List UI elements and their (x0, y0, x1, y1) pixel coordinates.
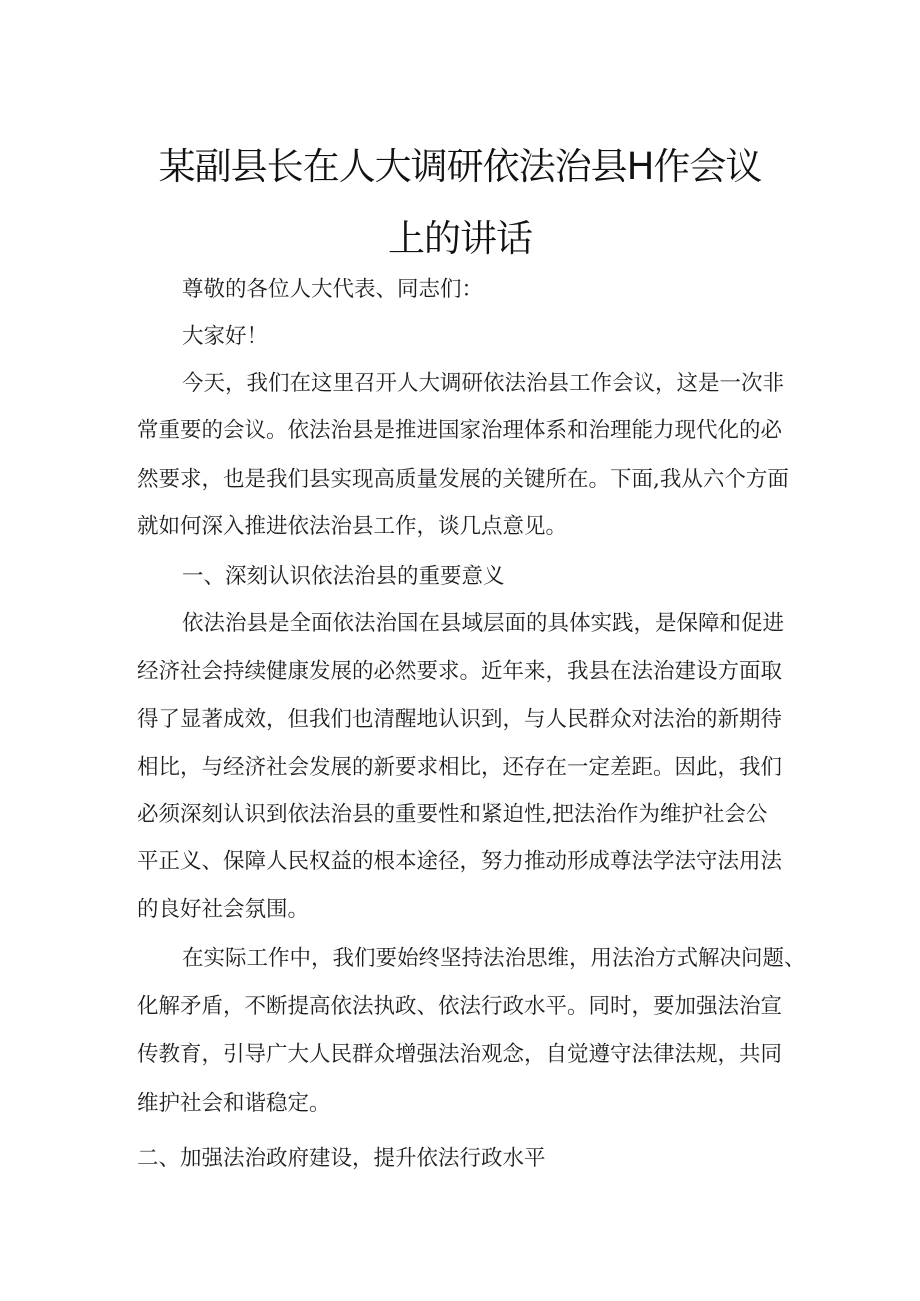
paragraph-2-line-4: 相比，与经济社会发展的新要求相比，还存在一定差距。因此，我们 (137, 755, 783, 780)
paragraph-2-line-3: 得了显著成效，但我们也清醒地认识到，与人民群众对法治的新期待 (137, 707, 783, 732)
paragraph-3-line-3: 传教育，引导广大人民群众增强法治观念，自觉遵守法律法规，共同 (137, 1042, 783, 1067)
paragraph-2-line-2: 经济社会持续健康发展的必然要求。近年来，我县在法治建设方面取 (137, 659, 783, 684)
paragraph-1-line-4: 就如何深入推进依法治县工作，谈几点意见。 (137, 514, 568, 539)
document-title-line-2: 上的讲话 (388, 217, 532, 260)
greeting: 大家好！ (182, 324, 269, 349)
paragraph-3-line-2: 化解矛盾，不断提高依法执政、依法行政水平。同时，要加强法治宣 (137, 994, 783, 1019)
salutation: 尊敬的各位人大代表、同志们： (182, 277, 484, 302)
paragraph-2-line-1: 依法治县是全面依法治国在县域层面的具体实践，是保障和促进 (182, 611, 785, 636)
document-title-line-1: 某副县长在人大调研依法治县H作会议 (158, 145, 762, 188)
paragraph-3-line-4: 维护社会和谐稳定。 (137, 1091, 331, 1116)
section-heading-1: 一、深刻认识依法治县的重要意义 (182, 564, 505, 589)
paragraph-1-line-3: 然要求，也是我们县实现高质量发展的关键所在。下面,我从六个方面 (137, 467, 789, 492)
paragraph-2-line-5: 必须深刻认识到依法治县的重要性和紧迫性,把法治作为维护社会公 (137, 802, 768, 827)
section-heading-2: 二、加强法治政府建设，提升依法行政水平 (137, 1146, 546, 1171)
paragraph-2-line-7: 的良好社会氛围。 (137, 897, 310, 922)
paragraph-2-line-6: 平正义、保障人民权益的根本途径，努力推动形成尊法学法守法用法 (137, 849, 783, 874)
paragraph-1-line-1: 今天，我们在这里召开人大调研依法治县工作会议，这是一次非 (182, 371, 785, 396)
paragraph-3-line-1: 在实际工作中，我们要始终坚持法治思维，用法治方式解决问题、 (182, 946, 806, 971)
paragraph-1-line-2: 常重要的会议。依法治县是推进国家治理体系和治理能力现代化的必 (137, 418, 783, 443)
